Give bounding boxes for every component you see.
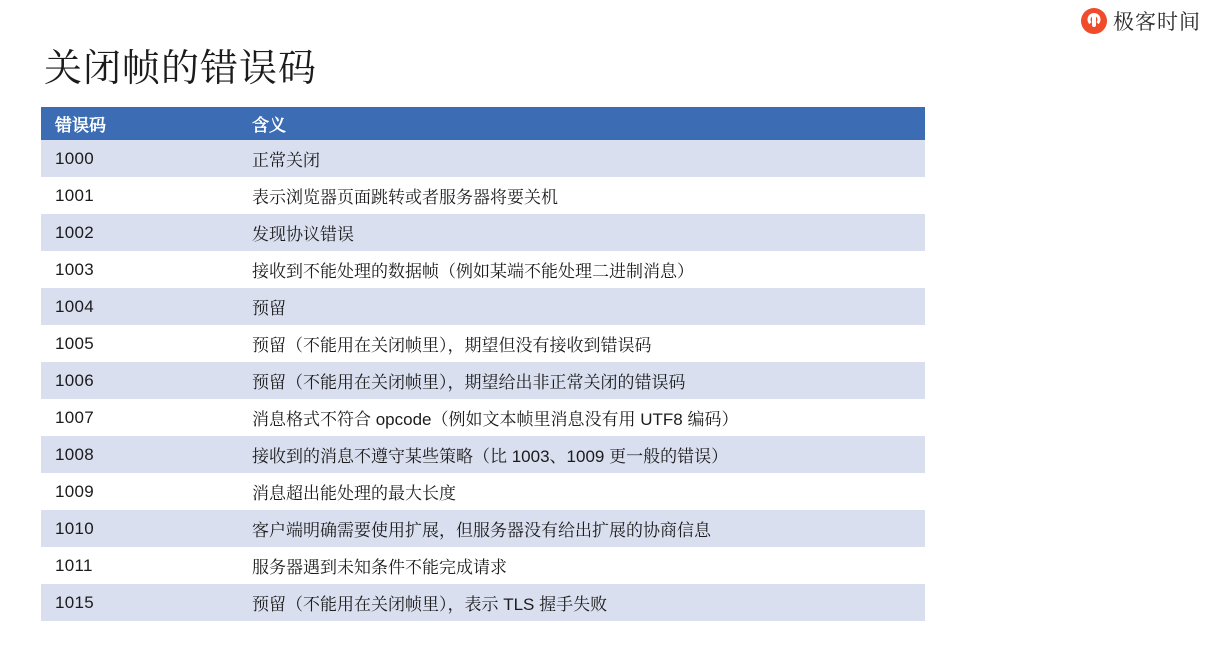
cell-meaning: 表示浏览器页面跳转或者服务器将要关机 <box>252 188 558 207</box>
page-title: 关闭帧的错误码 <box>44 48 318 91</box>
cell-meaning: 发现协议错误 <box>252 225 354 244</box>
cell-meaning: 正常关闭 <box>252 151 320 170</box>
table-row <box>41 510 925 547</box>
cell-code: 1006 <box>55 370 95 390</box>
cell-code: 1009 <box>55 481 95 501</box>
cell-code: 1007 <box>55 407 95 427</box>
table-row <box>41 140 925 177</box>
cell-meaning: 接收到不能处理的数据帧（例如某端不能处理二进制消息） <box>252 262 694 281</box>
cell-code: 1008 <box>55 444 95 464</box>
table-header-row <box>41 107 925 140</box>
cell-meaning: 接收到的消息不遵守某些策略（比 1003、1009 更一般的错误） <box>252 447 729 466</box>
cell-meaning: 预留（不能用在关闭帧里），期望但没有接收到错误码 <box>252 336 652 355</box>
cell-meaning: 消息格式不符合 opcode（例如文本帧里消息没有用 UTF8 编码） <box>252 410 739 429</box>
error-code-table-container <box>41 107 925 621</box>
cell-meaning: 预留 <box>252 299 286 318</box>
table-row <box>41 547 925 584</box>
cell-meaning: 消息超出能处理的最大长度 <box>252 484 456 503</box>
table-row <box>41 584 925 621</box>
table-header <box>41 107 925 140</box>
brand-logo <box>1081 6 1201 36</box>
cell-code: 1011 <box>55 555 93 575</box>
table-row <box>41 177 925 214</box>
cell-code: 1003 <box>55 259 95 279</box>
cell-code: 1001 <box>55 185 95 205</box>
table-row <box>41 362 925 399</box>
table-row <box>41 214 925 251</box>
cell-meaning: 预留（不能用在关闭帧里），表示 TLS 握手失败 <box>252 595 608 614</box>
geek-time-logo-icon <box>1081 8 1107 34</box>
error-code-table <box>41 107 925 621</box>
table-row <box>41 399 925 436</box>
cell-meaning: 预留（不能用在关闭帧里），期望给出非正常关闭的错误码 <box>252 373 686 392</box>
table-row <box>41 288 925 325</box>
cell-code: 1005 <box>55 333 95 353</box>
table-row <box>41 251 925 288</box>
column-header-meaning: 含义 <box>238 107 925 140</box>
cell-code: 1015 <box>55 592 95 612</box>
table-body <box>41 140 925 621</box>
table-row <box>41 473 925 510</box>
cell-code: 1000 <box>55 148 95 168</box>
column-header-code: 错误码 <box>41 107 238 140</box>
table-row <box>41 436 925 473</box>
cell-code: 1002 <box>55 222 95 242</box>
cell-meaning: 客户端明确需要使用扩展，但服务器没有给出扩展的协商信息 <box>252 521 711 540</box>
cell-code: 1010 <box>55 518 95 538</box>
brand-name: 极客时间 <box>1113 11 1201 34</box>
cell-code: 1004 <box>55 296 95 316</box>
cell-meaning: 服务器遇到未知条件不能完成请求 <box>252 558 507 577</box>
table-row <box>41 325 925 362</box>
